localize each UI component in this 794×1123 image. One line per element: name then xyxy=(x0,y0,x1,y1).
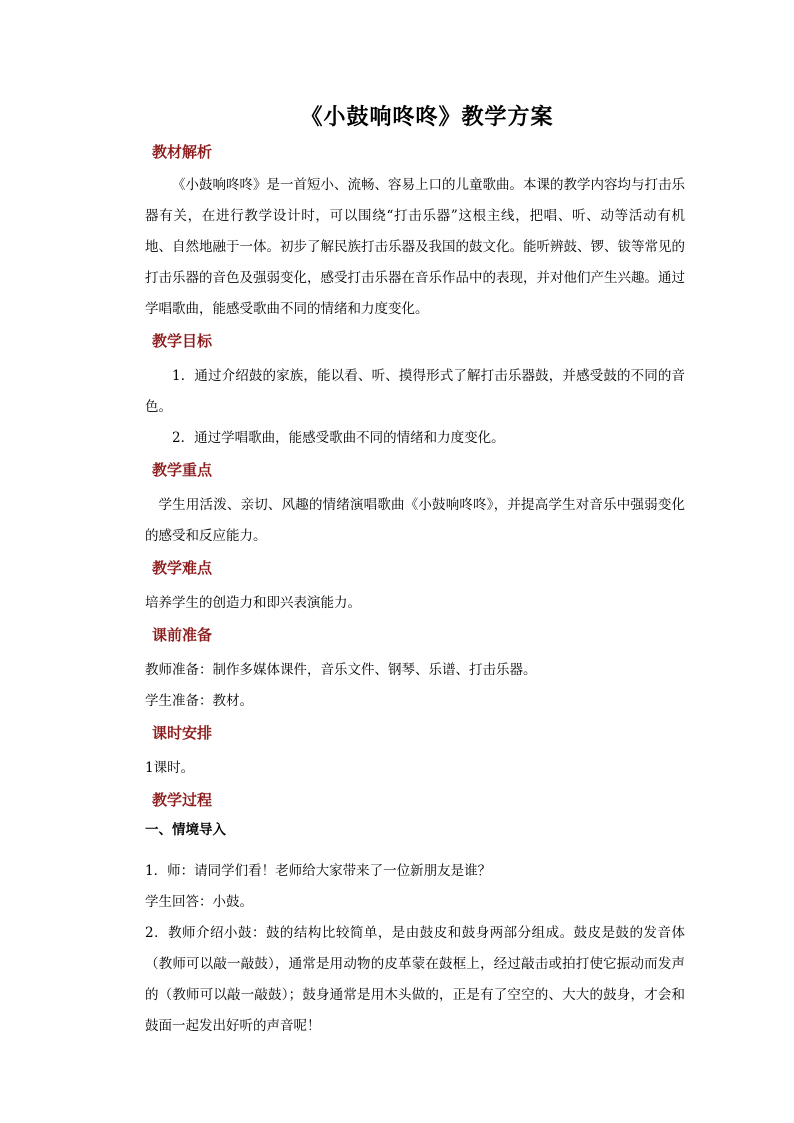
goal-item-2: 2．通过学唱歌曲，能感受歌曲不同的情绪和力度变化。 xyxy=(172,430,505,446)
document-title: 《小鼓响咚咚》教学方案 xyxy=(300,104,554,130)
prep-teacher: 教师准备：制作多媒体课件，音乐文件、钢琴、乐谱、打击乐器。 xyxy=(145,662,537,678)
key-paragraph: 学生用活泼、亲切、风趣的情绪演唱歌曲《小鼓响咚咚》，并提高学生对音乐中强弱变化的感受和反应能力。 xyxy=(145,497,685,544)
schedule-paragraph: 1课时。 xyxy=(145,760,195,776)
section-heading-prep: 课前准备 xyxy=(152,626,213,644)
section-heading-process: 教学过程 xyxy=(152,791,213,809)
section-heading-schedule: 课时安排 xyxy=(152,724,213,742)
process-subheading-intro: 一、情境导入 xyxy=(145,822,226,838)
prep-student: 学生准备：教材。 xyxy=(145,693,253,709)
section-heading-key: 教学重点 xyxy=(152,461,213,479)
section-heading-analysis: 教材解析 xyxy=(152,143,213,161)
document-body xyxy=(145,142,685,1042)
section-heading-difficulty: 教学难点 xyxy=(152,559,213,577)
section-heading-goals: 教学目标 xyxy=(152,332,213,350)
process-answer-1: 学生回答：小鼓。 xyxy=(145,894,253,910)
process-step-2: 2．教师介绍小鼓：鼓的结构比较简单，是由鼓皮和鼓身两部分组成。鼓皮是鼓的发音体（教师可以敲一敲鼓），通常是用动物的皮革蒙在鼓框上，经过敲击或拍打使它振动而发声的（教师可以敲一敲鼓）；鼓身通常是用木头做的，正是有了空空的、大大的鼓身，才会和鼓面一起发出好听的声音呢！ xyxy=(145,925,685,1034)
difficulty-paragraph: 培养学生的创造力和即兴表演能力。 xyxy=(145,595,361,611)
analysis-paragraph: 《小鼓响咚咚》是一首短小、流畅、容易上口的儿童歌曲。本课的教学内容均与打击乐器有关，在进行教学设计时，可以围绕“打击乐器”这根主线，把唱、听、动等活动有机地、自然地融于一体。初步了解民族打击乐器及我国的鼓文化。能听辨鼓、锣、钹等常见的打击乐器的音色及强弱变化，感受打击乐器在音乐作品中的表现，并对他们产生兴趣。通过学唱歌曲，能感受歌曲不同的情绪和力度变化。 xyxy=(145,177,685,317)
goal-item-1: 1．通过介绍鼓的家族，能以看、听、摸得形式了解打击乐器鼓，并感受鼓的不同的音色。 xyxy=(145,368,685,415)
process-step-1: 1．师：请同学们看！老师给大家带来了一位新朋友是谁？ xyxy=(145,863,492,879)
